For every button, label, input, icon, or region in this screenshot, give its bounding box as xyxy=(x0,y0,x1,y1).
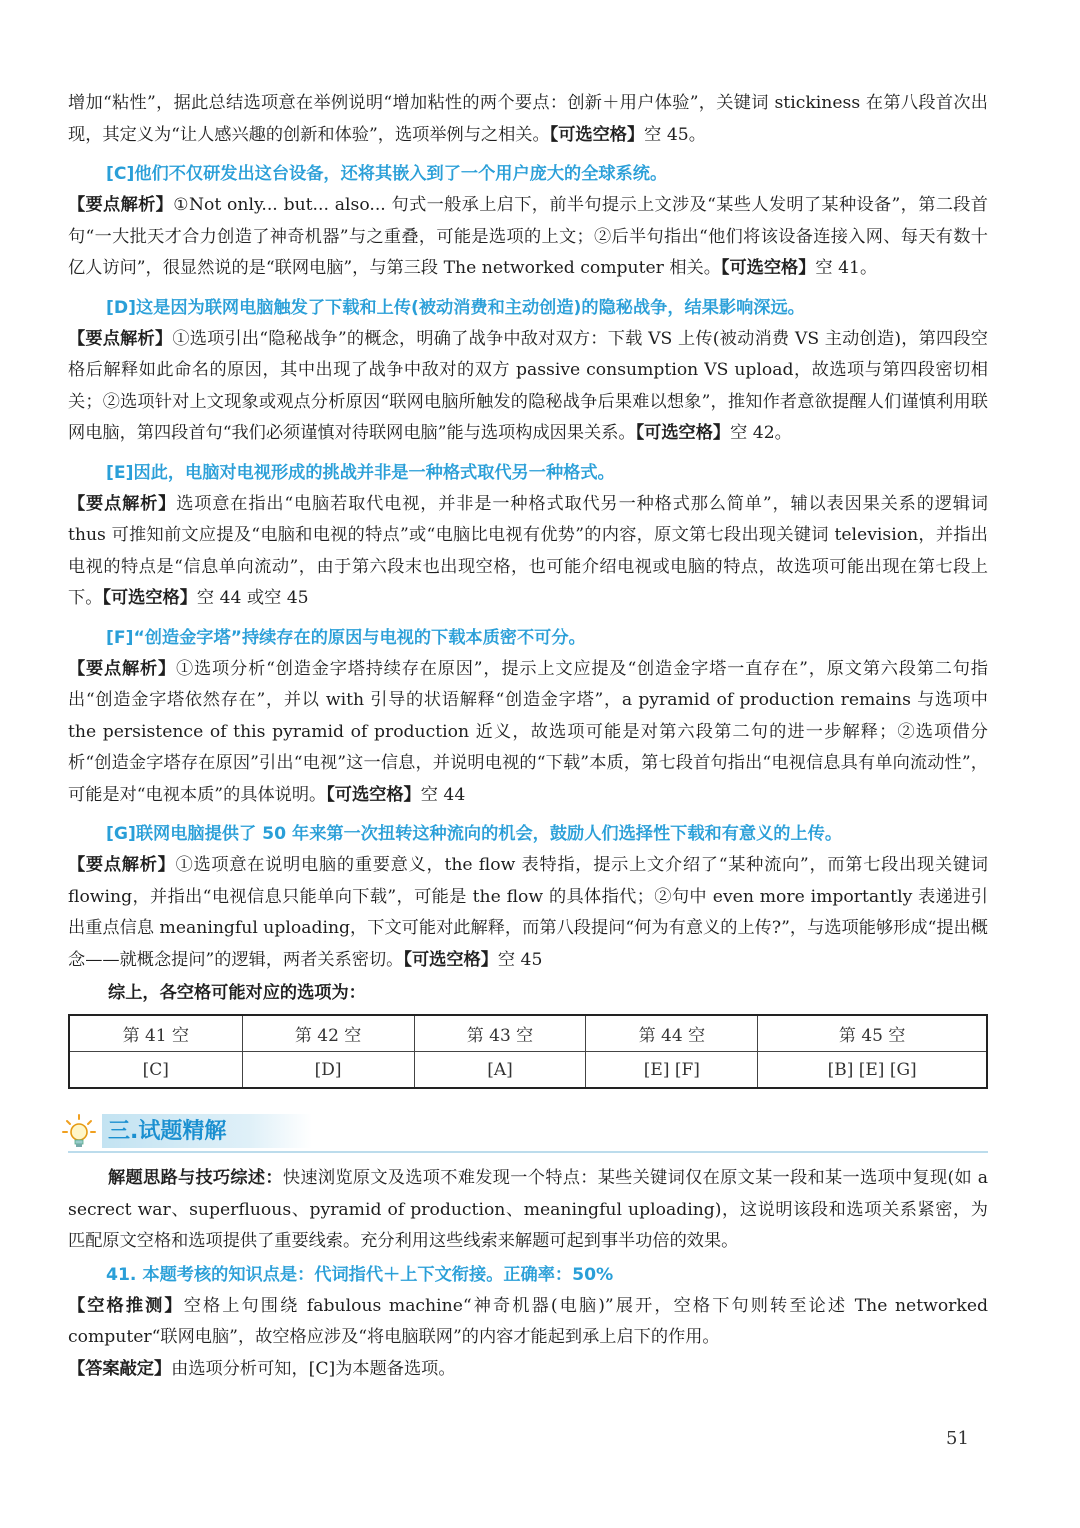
table-header-cell: 第 44 空 xyxy=(586,1015,758,1052)
table-header-cell: 第 42 空 xyxy=(242,1015,414,1052)
answer-confirm-label: 【答案敲定】 xyxy=(68,1358,172,1379)
question-41-heading: 41. 本题考核的知识点是：代词指代＋上下文衔接。正确率：50% xyxy=(106,1264,614,1285)
option-c-heading: [C]他们不仅研发出这台设备，还将其嵌入到了一个用户庞大的全球系统。 xyxy=(106,164,668,184)
table-row xyxy=(69,1052,987,1089)
selectable-blank-tag: 【可选空格】 xyxy=(720,258,816,278)
option-f-analysis: 【要点解析】①选项分析“创造金字塔持续存在原因”，提示上文应提及“创造金字塔一直存在”，原文第六段第二句指出“创造金字塔依然存在”，并以 with 引导的状语解释“创造金字塔”，a pyramid of production remains 与选项中 the persistence of this pyramid of production 近义，故选项可能是对第六段第二句的进一步解释；②选项借分析“创造金字塔存在原因”引出“电视”这一信息，并说明电视的“下载”本质，第七段首句指出“电视信息具有单向流动性”，可能是对“电视本质”的具体说明。【可选空格】空 44 xyxy=(68,658,988,805)
blank-guess-label: 【空格推测】 xyxy=(68,1295,184,1316)
option-d-heading: [D]这是因为联网电脑触发了下载和上传(被动消费和主动创造)的隐秘战争，结果影响深远。 xyxy=(106,297,805,318)
table-cell: [A] xyxy=(414,1052,586,1089)
table-header-cell: 第 45 空 xyxy=(758,1015,987,1052)
option-d-analysis: 【要点解析】①选项引出“隐秘战争”的概念，明确了战争中敌对双方：下载 VS 上传(被动消费 VS 主动创造)，第四段空格后解释如此命名的原因，其中出现了战争中敌对的双方 passive consumption VS upload，故选项与第四段密切相关；②选项针对上文现象或观点分析原因“联网电脑所触发的隐秘战争后果难以想象”，推知作者意欲提醒人们谨慎利用联网电脑，第四段首句“我们必须谨慎对待联网电脑”能与选项构成因果关系。【可选空格】空 42。 xyxy=(68,328,988,443)
option-g-heading: [G]联网电脑提供了 50 年来第一次扭转这种流向的机会，鼓励人们选择性下载和有意义的上传。 xyxy=(106,824,843,844)
section-title: 三.试题精解 xyxy=(108,1119,227,1144)
analysis-label: 【要点解析】 xyxy=(68,855,176,875)
table-row xyxy=(69,1015,987,1052)
option-g-analysis: 【要点解析】①选项意在说明电脑的重要意义，the flow 表特指，提示上文介绍了“某种流向”，而第七段出现关键词 flowing，并指出“电视信息只能单向下载”，可能是 the flow 的具体指代；②句中 even more importantly 表递进引出重点信息 meaningful uploading，下文可能对此解释，而第八段提问“何为有意义的上传?”，与选项能够形成“提出概念——就概念提问”的逻辑，两者关系密切。【可选空格】空 45 xyxy=(68,855,988,970)
analysis-label: 【要点解析】 xyxy=(68,195,174,215)
answer-table xyxy=(68,1014,988,1089)
option-e-analysis: 【要点解析】选项意在指出“电脑若取代电视，并非是一种格式取代另一种格式那么简单”，辅以表因果关系的逻辑词 thus 可推知前文应提及“电脑和电视的特点”或“电脑比电视有优势”的内容，原文第七段出现关键词 television，并指出电视的特点是“信息单向流动”，由于第六段末也出现空格，也可能介绍电视或电脑的特点，故选项可能出现在第七段上下。【可选空格】空 44 或空 45 xyxy=(68,493,988,608)
analysis-label: 【要点解析】 xyxy=(68,328,173,349)
table-cell: [C] xyxy=(69,1052,242,1089)
selectable-blank-tag: 【可选空格】 xyxy=(403,949,498,970)
table-cell: [D] xyxy=(242,1052,414,1089)
intro-paragraph: 增加“粘性”，据此总结选项意在举例说明“增加粘性的两个要点：创新＋用户体验”，关键词 stickiness 在第八段首次出现，其定义为“让人感兴趣的创新和体验”，选项举例与之相关。【可选空格】空 45。 xyxy=(68,93,988,145)
table-cell: [B] [E] [G] xyxy=(758,1052,987,1089)
selectable-blank-tag: 【可选空格】 xyxy=(102,588,197,608)
blank-guess: 【空格推测】空格上句围绕 fabulous machine“神奇机器(电脑)”展开，空格下句则转至论述 The networked computer“联网电脑”，故空格应涉及“将电脑联网”的内容才能起到承上启下的作用。 xyxy=(68,1295,988,1347)
option-c-analysis: 【要点解析】①Not only... but... also... 句式一般承上启下，前半句提示上文涉及“某些人发明了某种设备”，第二段首句“一大批天才合力创造了神奇机器”与之重叠，可能是选项的上文；②后半句指出“他们将该设备连接入网、每天有数十亿人访问”，很显然说的是“联网电脑”，与第三段 The networked computer 相关。【可选空格】空 41。 xyxy=(68,195,988,278)
method-overview-label: 解题思路与技巧综述： xyxy=(108,1168,283,1188)
page-number: 51 xyxy=(946,1428,969,1449)
answer-confirm: 【答案敲定】由选项分析可知，[C]为本题备选项。 xyxy=(68,1358,456,1379)
section-header xyxy=(68,1113,988,1153)
table-header-cell: 第 43 空 xyxy=(414,1015,586,1052)
option-f-heading: [F]“创造金字塔”持续存在的原因与电视的下载本质密不可分。 xyxy=(106,627,586,648)
selectable-blank-tag: 【可选空格】 xyxy=(635,423,731,443)
analysis-label: 【要点解析】 xyxy=(68,658,177,679)
selectable-blank-tag: 【可选空格】 xyxy=(549,124,645,145)
lightbulb-icon xyxy=(62,1113,96,1151)
page-content xyxy=(68,88,988,1385)
analysis-label: 【要点解析】 xyxy=(68,493,177,514)
summary-label: 综上，各空格可能对应的选项为： xyxy=(108,983,366,1003)
option-e-heading: [E]因此，电脑对电视形成的挑战并非是一种格式取代另一种格式。 xyxy=(106,462,615,483)
table-cell: [E] [F] xyxy=(586,1052,758,1089)
selectable-blank-tag: 【可选空格】 xyxy=(326,784,421,805)
method-overview: 解题思路与技巧综述：快速浏览原文及选项不难发现一个特点：某些关键词仅在原文某一段和某一选项中复现(如 a secrect war、superfluous、pyramid of production、meaningful uploading)，这说明该段和选项关系紧密，为匹配原文空格和选项提供了重要线索。充分利用这些线索来解题可起到事半功倍的效果。 xyxy=(68,1168,988,1251)
table-header-cell: 第 41 空 xyxy=(69,1015,242,1052)
